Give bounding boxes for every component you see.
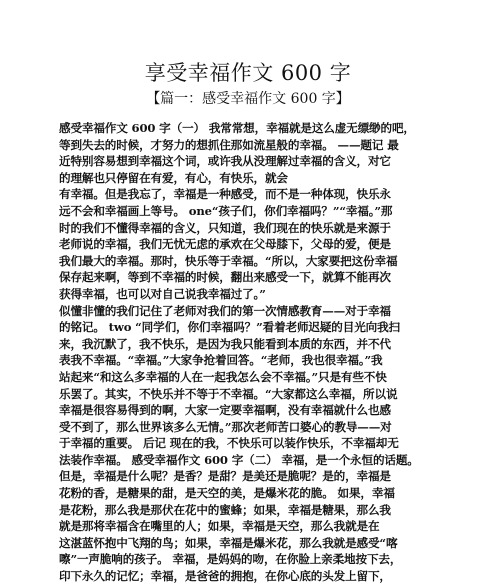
body-line: 于幸福的重要。 后记 现在的我，不快乐可以装作快乐，不幸福却无 — [59, 436, 399, 451]
body-line: 是花粉，那么我是那伏在花中的蜜蜂；如果，幸福是糖果，那么我 — [59, 502, 391, 517]
body-line: 受不到了，那么世界该多么无情。”那次老师苦口婆心的教导——对 — [59, 419, 392, 434]
body-line: 有幸福。但是我忘了，幸福是一种感受，而不是一种体现，快乐永 — [59, 187, 391, 202]
body-line: 站起来“和这么多幸福的人在一起我怎么会不幸福。”只是有些不快 — [59, 369, 387, 384]
body-line: 法装作幸福。 感受幸福作文 600 字（二） 幸福，是一个永恒的话题。 — [59, 452, 419, 467]
document-title: 享受幸福作文 600 字 — [144, 61, 352, 85]
body-line: 远不会和幸福画上等号。 one“孩子们，你们幸福吗？”“幸福。”那 — [59, 203, 393, 218]
body-line: 来，我沉默了，我不快乐，是因为我只能看到本质的东西，并不代 — [59, 336, 391, 351]
body-line: 印下永久的记忆；幸福，是爸爸的拥抱，在你心底的头发上留下， — [59, 569, 391, 584]
body-line: 的铭记。 two “同学们，你们幸福吗？”看着老师迟疑的目光向我扫 — [59, 320, 400, 335]
body-line: 嚓”一声脆响的孩子。 幸福，是妈妈的吻，在你脸上亲柔地按下去， — [59, 552, 402, 567]
body-line: 就是那将幸福含在嘴里的人；如果，幸福是天空，那么我就是在 — [59, 519, 380, 534]
body-line: 近特别容易想到幸福这个词，或许我从没理解过幸福的含义，对它 — [59, 154, 391, 169]
body-line: 的理解也只停留在有爱，有心，有快乐，就会 — [59, 170, 288, 185]
body-line: 似懂非懂的我们记住了老师对我们的第一次情感教育——对于幸福 — [59, 303, 391, 318]
body-line: 老师说的幸福，我们无忧无虑的承欢在父母膝下，父母的爱，便是 — [59, 237, 391, 252]
body-line: 乐罢了。其实，不快乐并不等于不幸福。“大家都这么幸福，所以说 — [59, 386, 398, 401]
body-line: 感受幸福作文 600 字（一） 我常常想，幸福就是这么虚无缥缈的吧， — [59, 121, 415, 135]
document-subtitle: 【篇一：感受幸福作文 600 字】 — [146, 91, 350, 107]
body-line: 幸福是很容易得到的啊，大家一定要幸福啊，没有幸福就什么也感 — [59, 403, 391, 418]
body-line: 表我不幸福。“幸福。”大家争抢着回答。“老师，我也很幸福。”我 — [59, 353, 383, 368]
body-line: 获得幸福，也可以对自己说我幸福过了。” — [59, 286, 266, 301]
body-line: 保存起来啊，等到不幸福的时候，翻出来感受一下，就算不能再次 — [59, 270, 391, 285]
body-line: 花粉的香，是糖果的甜，是天空的美，是爆米花的脆。 如果，幸福 — [59, 486, 395, 501]
body-line: 等到失去的时候，才努力的想抓住那如流星般的幸福。 ——题记 最 — [59, 137, 399, 152]
body-line: 但是，幸福是什么呢？是香？是甜？是美还是脆呢？是的，幸福是 — [59, 469, 391, 484]
body-line: 时的我们不懂得幸福的含义，只知道，我们现在的快乐就是来源于 — [59, 220, 391, 235]
body-line: 这湛蓝怀抱中飞翔的鸟；如果，幸福是爆米花，那么我就是感受“喀 — [59, 535, 398, 550]
document-body — [59, 120, 445, 585]
body-line: 我们最大的幸福。那时，快乐等于幸福。“所以，大家要把这份幸福 — [59, 253, 398, 268]
